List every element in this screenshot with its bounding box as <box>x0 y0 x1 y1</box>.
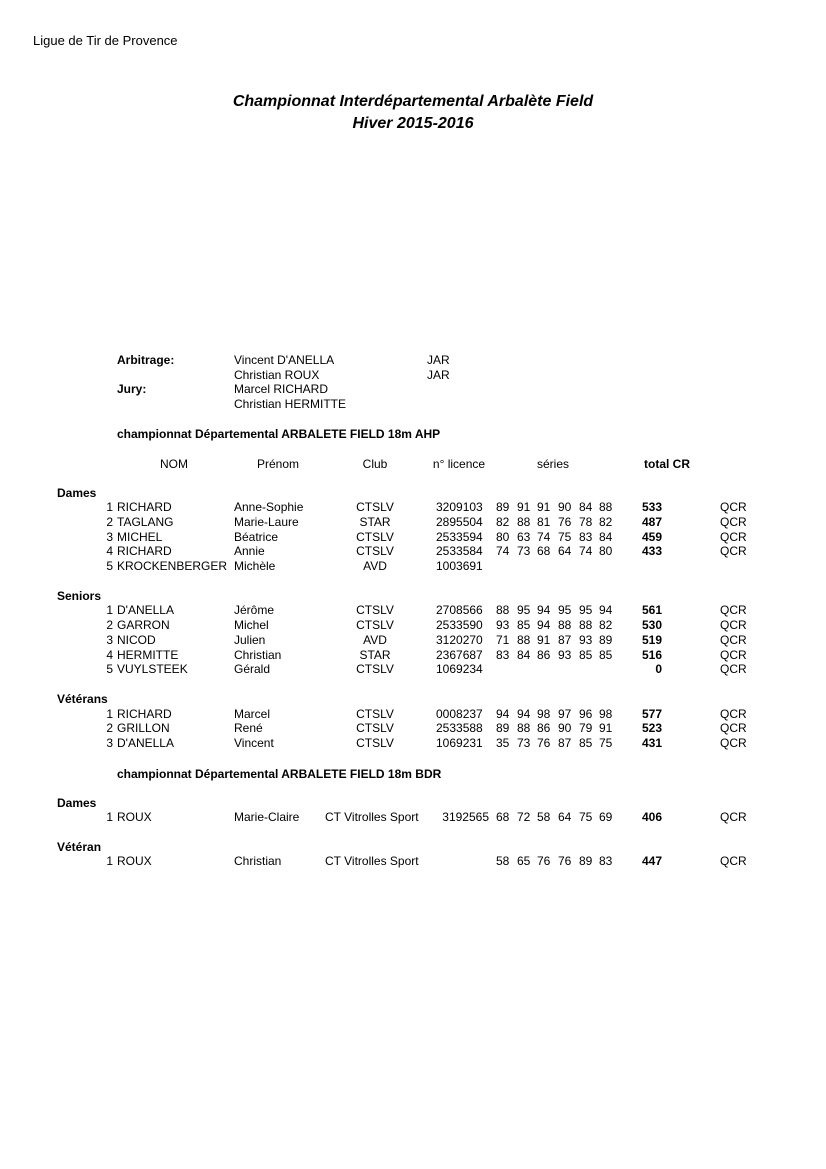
series-score: 98 <box>537 707 551 721</box>
qualification-badge: QCR <box>720 530 747 544</box>
shooter-lastname: D'ANELLA <box>117 603 174 617</box>
qualification-badge: QCR <box>720 648 747 662</box>
rank: 3 <box>106 633 113 647</box>
series-score: 63 <box>517 530 531 544</box>
rank: 5 <box>106 662 113 676</box>
series-score: 94 <box>537 618 551 632</box>
qualification-badge: QCR <box>720 544 747 558</box>
arbitre-role: JAR <box>427 353 450 367</box>
series-score: 91 <box>599 721 613 735</box>
rank: 1 <box>106 603 113 617</box>
total-score: 431 <box>641 736 662 750</box>
series-score: 75 <box>558 530 572 544</box>
series-score: 69 <box>599 810 613 824</box>
shooter-firstname: Béatrice <box>234 530 279 544</box>
shooter-firstname: Gérald <box>234 662 271 676</box>
rank: 1 <box>106 707 113 721</box>
series-score: 75 <box>579 810 593 824</box>
series-score: 84 <box>579 500 593 514</box>
rank: 5 <box>106 559 113 573</box>
shooter-lastname: ROUX <box>117 810 152 824</box>
category-label: Vétéran <box>57 840 102 854</box>
series-score: 85 <box>579 736 593 750</box>
shooter-lastname: KROCKENBERGER <box>117 559 228 573</box>
qualification-badge: QCR <box>720 854 747 868</box>
shooter-lastname: MICHEL <box>117 530 163 544</box>
series-score: 84 <box>517 648 531 662</box>
total-score: 519 <box>641 633 662 647</box>
series-score: 74 <box>496 544 510 558</box>
arbitre-name: Christian ROUX <box>234 368 320 382</box>
series-score: 88 <box>517 515 531 529</box>
series-score: 85 <box>599 648 613 662</box>
series-score: 76 <box>537 854 551 868</box>
series-score: 93 <box>579 633 593 647</box>
series-score: 94 <box>599 603 613 617</box>
series-score: 87 <box>558 633 572 647</box>
series-score: 80 <box>599 544 613 558</box>
shooter-lastname: RICHARD <box>117 544 172 558</box>
shooter-firstname: Christian <box>234 854 282 868</box>
series-score: 73 <box>517 544 531 558</box>
page-subtitle: Hiver 2015-2016 <box>352 115 474 132</box>
series-score: 88 <box>558 618 572 632</box>
rank: 2 <box>106 618 113 632</box>
qualification-badge: QCR <box>720 500 747 514</box>
series-score: 79 <box>579 721 593 735</box>
jury-member: Marcel RICHARD <box>234 382 329 396</box>
series-score: 82 <box>496 515 510 529</box>
rank: 3 <box>106 736 113 750</box>
club: CTSLV <box>356 544 394 558</box>
category-label: Dames <box>57 486 97 500</box>
series-score: 74 <box>579 544 593 558</box>
series-score: 58 <box>496 854 510 868</box>
qualification-badge: QCR <box>720 603 747 617</box>
series-score: 94 <box>537 603 551 617</box>
licence-number: 3192565 <box>442 810 489 824</box>
licence-number: 0008237 <box>436 707 483 721</box>
shooter-firstname: Annie <box>234 544 265 558</box>
series-score: 93 <box>496 618 510 632</box>
club: CTSLV <box>356 707 394 721</box>
qualification-badge: QCR <box>720 707 747 721</box>
series-score: 91 <box>537 500 551 514</box>
series-score: 68 <box>496 810 510 824</box>
series-score: 64 <box>558 544 572 558</box>
total-score: 406 <box>641 810 662 824</box>
qualification-badge: QCR <box>720 515 747 529</box>
total-score: 433 <box>641 544 662 558</box>
series-score: 87 <box>558 736 572 750</box>
club: AVD <box>363 559 387 573</box>
shooter-lastname: NICOD <box>117 633 156 647</box>
series-score: 78 <box>579 515 593 529</box>
shooter-lastname: HERMITTE <box>117 648 179 662</box>
series-score: 89 <box>599 633 613 647</box>
licence-number: 2533584 <box>436 544 483 558</box>
shooter-firstname: Julien <box>234 633 266 647</box>
total-score: 0 <box>655 662 662 676</box>
category-label: Vétérans <box>57 692 108 706</box>
series-score: 82 <box>599 515 613 529</box>
series-score: 85 <box>579 648 593 662</box>
series-score: 83 <box>599 854 613 868</box>
shooter-lastname: RICHARD <box>117 707 172 721</box>
shooter-firstname: Vincent <box>234 736 274 750</box>
club: CT Vitrolles Sport <box>325 810 419 824</box>
series-score: 74 <box>537 530 551 544</box>
series-score: 68 <box>537 544 551 558</box>
series-score: 73 <box>517 736 531 750</box>
column-header-nom: NOM <box>160 457 188 471</box>
series-score: 88 <box>517 721 531 735</box>
series-score: 76 <box>558 854 572 868</box>
jury-member: Christian HERMITTE <box>234 397 347 411</box>
licence-number: 1003691 <box>436 559 483 573</box>
column-header-prenom: Prénom <box>256 457 300 471</box>
series-score: 86 <box>537 721 551 735</box>
series-score: 94 <box>517 707 531 721</box>
total-score: 459 <box>641 530 662 544</box>
club: CT Vitrolles Sport <box>325 854 419 868</box>
series-score: 76 <box>537 736 551 750</box>
club: STAR <box>359 515 391 529</box>
series-score: 90 <box>558 500 572 514</box>
rank: 4 <box>106 648 113 662</box>
series-score: 71 <box>496 633 510 647</box>
total-score: 523 <box>641 721 662 735</box>
arbitrage-label: Arbitrage: <box>117 353 175 367</box>
club: CTSLV <box>356 736 394 750</box>
qualification-badge: QCR <box>720 721 747 735</box>
shooter-firstname: Marie-Laure <box>234 515 299 529</box>
category-label: Dames <box>57 796 97 810</box>
series-score: 83 <box>496 648 510 662</box>
shooter-lastname: VUYLSTEEK <box>117 662 188 676</box>
category-label: Seniors <box>57 589 102 603</box>
licence-number: 1069231 <box>436 736 483 750</box>
series-score: 95 <box>579 603 593 617</box>
series-score: 95 <box>558 603 572 617</box>
licence-number: 2708566 <box>436 603 483 617</box>
licence-number: 2533590 <box>436 618 483 632</box>
series-score: 88 <box>517 633 531 647</box>
total-score: 561 <box>641 603 662 617</box>
series-score: 88 <box>579 618 593 632</box>
series-score: 64 <box>558 810 572 824</box>
series-score: 89 <box>496 721 510 735</box>
series-score: 81 <box>537 515 551 529</box>
total-score: 577 <box>641 707 662 721</box>
rank: 1 <box>106 500 113 514</box>
shooter-firstname: Jérôme <box>234 603 275 617</box>
series-score: 88 <box>496 603 510 617</box>
total-score: 447 <box>641 854 662 868</box>
series-score: 97 <box>558 707 572 721</box>
licence-number: 2895504 <box>436 515 483 529</box>
series-score: 91 <box>537 633 551 647</box>
club: CTSLV <box>356 603 394 617</box>
series-score: 89 <box>496 500 510 514</box>
shooter-lastname: ROUX <box>117 854 152 868</box>
shooter-firstname: Marie-Claire <box>234 810 300 824</box>
licence-number: 2533594 <box>436 530 483 544</box>
series-score: 96 <box>579 707 593 721</box>
shooter-lastname: GARRON <box>117 618 170 632</box>
licence-number: 3209103 <box>436 500 483 514</box>
total-score: 530 <box>641 618 662 632</box>
shooter-lastname: D'ANELLA <box>117 736 174 750</box>
club: CTSLV <box>356 662 394 676</box>
section-title: championnat Départemental ARBALETE FIELD 18m BDR <box>117 767 442 781</box>
league-name: Ligue de Tir de Provence <box>33 33 178 48</box>
series-score: 93 <box>558 648 572 662</box>
jury-label: Jury: <box>117 382 147 396</box>
page-title: Championnat Interdépartemental Arbalète Field <box>232 93 594 110</box>
shooter-firstname: Marcel <box>234 707 271 721</box>
qualification-badge: QCR <box>720 810 747 824</box>
series-score: 98 <box>599 707 613 721</box>
column-header-total: total CR <box>644 457 690 471</box>
licence-number: 1069234 <box>436 662 483 676</box>
rank: 4 <box>106 544 113 558</box>
total-score: 533 <box>641 500 662 514</box>
qualification-badge: QCR <box>720 662 747 676</box>
series-score: 75 <box>599 736 613 750</box>
shooter-lastname: TAGLANG <box>117 515 174 529</box>
rank: 1 <box>106 854 113 868</box>
rank: 2 <box>106 515 113 529</box>
shooter-lastname: GRILLON <box>117 721 170 735</box>
club: CTSLV <box>356 618 394 632</box>
series-score: 86 <box>537 648 551 662</box>
qualification-badge: QCR <box>720 633 747 647</box>
rank: 1 <box>106 810 113 824</box>
section-title: championnat Départemental ARBALETE FIELD 18m AHP <box>117 427 441 441</box>
series-score: 94 <box>496 707 510 721</box>
qualification-badge: QCR <box>720 736 747 750</box>
series-score: 90 <box>558 721 572 735</box>
total-score: 516 <box>641 648 662 662</box>
series-score: 91 <box>517 500 531 514</box>
series-score: 80 <box>496 530 510 544</box>
club: AVD <box>363 633 387 647</box>
club: CTSLV <box>356 500 394 514</box>
series-score: 76 <box>558 515 572 529</box>
club: STAR <box>359 648 391 662</box>
series-score: 95 <box>517 603 531 617</box>
rank: 3 <box>106 530 113 544</box>
arbitre-name: Vincent D'ANELLA <box>234 353 335 367</box>
total-score: 487 <box>641 515 662 529</box>
series-score: 72 <box>517 810 531 824</box>
series-score: 35 <box>496 736 510 750</box>
series-score: 89 <box>579 854 593 868</box>
series-score: 65 <box>517 854 531 868</box>
series-score: 88 <box>599 500 613 514</box>
series-score: 82 <box>599 618 613 632</box>
column-header-licence: n° licence <box>432 457 486 471</box>
licence-number: 3120270 <box>436 633 483 647</box>
shooter-firstname: René <box>234 721 263 735</box>
shooter-lastname: RICHARD <box>117 500 172 514</box>
column-header-series: séries <box>536 457 569 471</box>
series-score: 58 <box>537 810 551 824</box>
licence-number: 2533588 <box>436 721 483 735</box>
shooter-firstname: Michèle <box>234 559 276 573</box>
series-score: 84 <box>599 530 613 544</box>
column-header-club: Club <box>362 457 388 471</box>
shooter-firstname: Christian <box>234 648 282 662</box>
qualification-badge: QCR <box>720 618 747 632</box>
shooter-firstname: Anne-Sophie <box>234 500 304 514</box>
series-score: 85 <box>517 618 531 632</box>
arbitre-role: JAR <box>427 368 450 382</box>
licence-number: 2367687 <box>436 648 483 662</box>
series-score: 83 <box>579 530 593 544</box>
club: CTSLV <box>356 530 394 544</box>
rank: 2 <box>106 721 113 735</box>
club: CTSLV <box>356 721 394 735</box>
shooter-firstname: Michel <box>234 618 269 632</box>
